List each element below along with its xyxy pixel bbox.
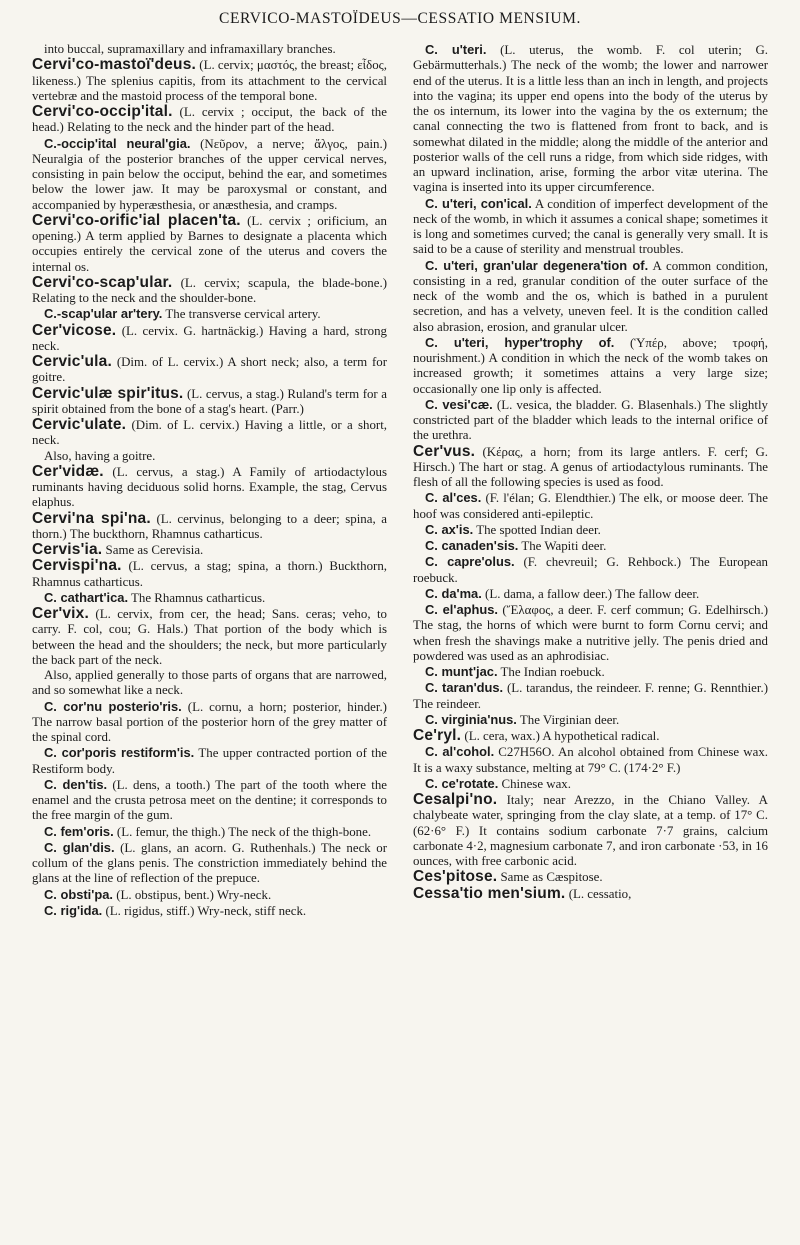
entry-definition: The spotted Indian deer.: [476, 522, 601, 537]
dictionary-entry: [413, 554, 768, 586]
dictionary-entry: [413, 586, 768, 602]
entry-definition: (L. femur, the thigh.) The neck of the thigh-bone.: [116, 824, 372, 839]
entry-headword: C. u'teri, gran'ular degenera'tion of.: [425, 257, 649, 273]
entry-headword: C. u'teri, hyper'trophy of.: [425, 334, 615, 350]
entry-headword: C. ce'rotate.: [425, 775, 499, 791]
entry-headword: Cervic'ulate.: [32, 416, 127, 433]
dictionary-entry: [32, 777, 387, 824]
right-column: [413, 42, 768, 919]
entry-headword: Cessa'tio men'sium.: [413, 884, 566, 902]
entry-headword: C. capre'olus.: [425, 554, 515, 570]
entry-definition: (L. cervix. G. hartnäckig.) Having a hard, strong neck.: [32, 323, 387, 353]
entry-definition: Also, having a goitre.: [44, 448, 156, 463]
entry-definition: (L. uterus, the womb. F. col uterin; G. Gebärmutterhals.) The neck of the womb; the lower and narrower end of the uterus. It is a little less than an inch in length, and projects into the vagina; its upper end opens into the body of the uterus by the os internum, its lower into the vagina by the os externum; the canal connecting the two is flattened from front to back, and is somewhat dilated in the middle; along the middle of the anterior and posterior walls of the cell runs a ridge, from which side ridges, with an upward inclination, arise, forming the arbor vitæ uterina. The vagina is inserted into its upper circumference.: [413, 43, 768, 195]
dictionary-entry: [32, 213, 387, 275]
entry-headword: C.-scap'ular ar'tery.: [44, 306, 163, 322]
entry-headword: C. rig'ida.: [44, 902, 103, 918]
entry-definition: A common condition, consisting in a red, granular condition of the outer surface of the neck of the womb and the os, which is bathed in a purulent secretion, and has a velvety, uneven feel. It is the condition called also abrasion, erosion, and granular ulcer.: [413, 258, 768, 334]
dictionary-entry: [413, 744, 768, 776]
entry-definition: Chinese wax.: [501, 776, 571, 791]
entry-definition: A condition of imperfect development of the neck of the womb, in which it assumes a conical shape; sometimes it is long and sometimes curved; the canal is generally very small. It is said to be a cause of sterility and menstrual troubles.: [413, 196, 768, 257]
entry-definition: (L. cervix ; orificium, an opening.) A term applied by Barnes to designate a placenta which occupies entirely the cervical zone of the uterus and covers the internal os.: [32, 213, 387, 274]
entry-definition: (L. cera, wax.) A hypothetical radical.: [464, 729, 660, 743]
dictionary-entry: [32, 542, 387, 558]
dictionary-entry: [32, 903, 387, 919]
entry-definition: (L. cervus, a stag.) A Family of artiodactylous ruminants having deciduous solid horns. Example, the stag, Cervus elaphus.: [32, 464, 387, 510]
entry-headword: Cervi'na spi'na.: [32, 509, 151, 527]
entry-headword: Cervi'co-occip'ital.: [32, 103, 173, 120]
dictionary-entry: [32, 136, 387, 213]
entry-headword: C. da'ma.: [425, 585, 482, 601]
dictionary-entry: [413, 776, 768, 792]
dictionary-entry: [413, 196, 768, 258]
entry-headword: C. cor'nu posterio'ris.: [44, 698, 182, 714]
dictionary-entry: [413, 886, 768, 902]
entry-definition: (L. tarandus, the reindeer. F. renne; G. Rennthier.) The reindeer.: [413, 681, 768, 711]
entry-headword: C. ax'is.: [425, 521, 474, 537]
left-column: [32, 42, 387, 919]
dictionary-entry: [32, 323, 387, 355]
entry-definition: into buccal, supramaxillary and inframaxillary branches.: [44, 42, 336, 56]
entry-headword: C. u'teri.: [425, 42, 487, 57]
entry-definition: The Wapiti deer.: [521, 539, 607, 553]
dictionary-entry: [413, 490, 768, 522]
entry-headword: C. vesi'cæ.: [425, 396, 493, 412]
dictionary-entry: [413, 664, 768, 680]
entry-definition: (Dim. of L. cervix.) A short neck; also, a term for goitre.: [32, 355, 387, 385]
entry-headword: Cer'vus.: [413, 442, 476, 460]
entry-headword: Cervispi'na.: [32, 557, 122, 575]
entry-headword: Cervi'co-mastoï'deus.: [32, 56, 197, 74]
entry-definition: (L. cervinus, belonging to a deer; spina, a thorn.) The buckthorn, Rhamnus catharticus.: [32, 511, 387, 541]
entry-definition: (L. rigidus, stiff.) Wry-neck, stiff neck.: [105, 903, 307, 918]
entry-headword: C. virginia'nus.: [425, 711, 517, 727]
dictionary-entry: [32, 887, 387, 903]
entry-definition: (L. cervix; μαστός, the breast; εἶδος, likeness.) The splenius capitis, from its attachment to the cervical vertebræ and the mastoid process of the temporal bone.: [32, 58, 387, 103]
dictionary-entry: [32, 275, 387, 307]
entry-definition: (Κέρας, a horn; from its large antlers. F. cerf; G. Hirsch.) The hart or stag. A genus of artiodactylous ruminants. The flesh of all the following species is used as food.: [413, 444, 768, 489]
running-head: CERVICO-MASTOÏDEUS—CESSATIO MENSIUM.: [219, 10, 581, 27]
dictionary-entry: [32, 668, 387, 699]
entry-definition: C27H56O. An alcohol obtained from Chinese wax. It is a waxy substance, melting at 79° C. (174·2° F.): [413, 745, 768, 775]
dictionary-entry: [413, 444, 768, 491]
dictionary-entry: [413, 397, 768, 444]
entry-headword: C. cathart'ica.: [44, 589, 129, 605]
entry-definition: (L. glans, an acorn. G. Ruthenhals.) The neck or collum of the glans penis. The constriction immediately behind the glans at the line of reflection of the prepuce.: [32, 840, 387, 886]
dictionary-entry: [32, 464, 387, 511]
dictionary-entry: [32, 699, 387, 746]
entry-headword: Cervis'ia.: [32, 541, 103, 558]
dictionary-entry: [413, 680, 768, 712]
dictionary-entry: [413, 42, 768, 196]
dictionary-entry: [413, 538, 768, 554]
entry-headword: C. cor'poris restiform'is.: [44, 745, 195, 761]
entry-definition: (Ὑπέρ, above; τροφή, nourishment.) A condition in which the neck of the womb takes on increased growth; it sometimes attains a very large size; occasionally one lip only is affected.: [413, 335, 768, 396]
dictionary-entry: [32, 57, 387, 104]
dictionary-entry: [32, 745, 387, 777]
entry-definition: Italy; near Arezzo, in the Chiano Valley. A chalybeate water, springing from the clay slate, at a temp. of 17° C. (62·6° F.) It contains sodium carbonate 7·7 grains, calcium carbonate 4·2, magnesium carbonate 7, and iron carbonate ·53, in 16 ounces, with free carbonic acid.: [413, 793, 768, 868]
dictionary-entry: [413, 869, 768, 885]
entry-definition: (L. cervix, from cer, the head; Sans. ceras; veho, to carry. F. col, cou; G. Hals.) That portion of the body which is between the head and the shoulders; the neck, but more particularly the back part of the neck.: [32, 607, 387, 667]
entry-definition: (L. cervix ; occiput, the back of the head.) Relating to the neck and the hinder part of the head.: [32, 105, 387, 135]
entry-headword: Cer'vix.: [32, 605, 89, 622]
entry-headword: Cer'vicose.: [32, 321, 117, 339]
dictionary-entry: [32, 590, 387, 606]
entry-headword: C. al'cohol.: [425, 744, 495, 760]
dictionary-entry: [32, 42, 387, 57]
entry-headword: Ces'pitose.: [413, 868, 498, 886]
entry-definition: (L. cervus, a stag; spina, a thorn.) Buckthorn, Rhamnus catharticus.: [32, 559, 387, 589]
entry-definition: Same as Cæspitose.: [500, 870, 603, 885]
dictionary-entry: [32, 104, 387, 136]
entry-definition: (L. cessatio,: [568, 886, 632, 901]
entry-definition: (L. cornu, a horn; posterior, hinder.) The narrow basal portion of the posterior horn of the grey matter of the spinal cord.: [32, 699, 387, 744]
entry-headword: Cesalpi'no.: [413, 791, 498, 808]
entry-definition: Also, applied generally to those parts of organs that are narrowed, and so somewhat like a neck.: [32, 668, 387, 698]
dictionary-entry: [32, 824, 387, 840]
entry-definition: The Rhamnus catharticus.: [131, 590, 266, 605]
dictionary-entry: [32, 558, 387, 590]
entry-definition: The transverse cervical artery.: [165, 307, 321, 322]
dictionary-entry: [32, 840, 387, 887]
dictionary-entry: [413, 602, 768, 664]
dictionary-entry: [32, 606, 387, 668]
dictionary-entry: [413, 258, 768, 335]
entry-definition: The Indian roebuck.: [500, 665, 605, 679]
entry-definition: (Dim. of L. cervix.) Having a little, or a short, neck.: [32, 418, 387, 448]
entry-definition: (L. cervix; scapula, the blade-bone.) Relating to the neck and the shoulder-bone.: [32, 275, 387, 305]
dictionary-entry: [32, 511, 387, 543]
entry-definition: Same as Cerevisia.: [105, 543, 204, 557]
entry-headword: C. canaden'sis.: [425, 538, 519, 553]
entry-headword: Ce'ryl.: [413, 727, 462, 744]
dictionary-entry: [413, 792, 768, 869]
entry-definition: The Virginian deer.: [519, 712, 620, 727]
dictionary-entry: [413, 728, 768, 744]
entry-headword: Cervi'co-orific'ial placen'ta.: [32, 211, 241, 229]
entry-headword: C. u'teri, con'ical.: [425, 195, 532, 211]
entry-definition: (Ἔλαφος, a deer. F. cerf commun; G. Edelhirsch.) The stag, the horns of which were burnt to form Cornu cervi; and when fresh the shavings make a nutritive jelly. The penis dried and powdered was used as an aphrodisiac.: [413, 603, 769, 663]
columns: [32, 42, 768, 919]
entry-headword: C. munt'jac.: [425, 664, 498, 679]
entry-definition: (L. vesica, the bladder. G. Blasenhals.) The slightly constricted part of the bladder which leads to the internal orifice of the urethra.: [413, 397, 768, 443]
entry-definition: The upper contracted portion of the Restiform body.: [32, 746, 387, 776]
entry-headword: Cervic'ula.: [32, 353, 112, 370]
entry-definition: (L. dama, a fallow deer.) The fallow deer.: [485, 586, 700, 601]
entry-definition: (L. dens, a tooth.) The part of the tooth where the enamel and the crusta petrosa meet on the dentine; it corresponds to the free margin of the gum.: [32, 777, 387, 823]
dictionary-entry: [413, 712, 768, 728]
entry-headword: C.-occip'ital neural'gia.: [44, 135, 191, 151]
entry-headword: C. el'aphus.: [425, 602, 499, 617]
dictionary-entry: [32, 386, 387, 418]
dictionary-entry: [32, 354, 387, 386]
entry-definition: (F. chevreuil; G. Rehbock.) The European roebuck.: [413, 555, 768, 585]
entry-headword: Cervi'co-scap'ular.: [32, 273, 173, 291]
entry-headword: Cervic'ulæ spir'itus.: [32, 384, 184, 402]
entry-headword: C. taran'dus.: [425, 680, 504, 696]
entry-headword: C. fem'oris.: [44, 823, 114, 839]
entry-definition: (L. obstipus, bent.) Wry-neck.: [116, 887, 272, 902]
entry-definition: (Νεῦρον, a nerve; ἄλγος, pain.) Neuralgia of the posterior branches of the upper cervical nerves, consisting in pain below the occiput, behind the ear, and sometimes below the lower jaw. It may be paroxysmal or constant, and accompanied by hyperæsthesia, or anæsthesia, and cramps.: [32, 136, 387, 212]
entry-headword: C. glan'dis.: [44, 839, 115, 855]
dictionary-entry: [32, 417, 387, 449]
entry-headword: C. den'tis.: [44, 776, 108, 792]
entry-definition: (F. l'élan; G. Elendthier.) The elk, or moose deer. The hoof was considered anti-epileptic.: [413, 491, 768, 521]
entry-headword: Cer'vidæ.: [32, 462, 104, 480]
dictionary-entry: [413, 522, 768, 538]
dictionary-entry: [32, 449, 387, 464]
entry-headword: C. obsti'pa.: [44, 886, 113, 902]
dictionary-entry: [32, 306, 387, 322]
dictionary-entry: [413, 335, 768, 397]
entry-headword: C. al'ces.: [425, 490, 482, 506]
entry-definition: (L. cervus, a stag.) Ruland's term for a spirit obtained from the bone of a stag's heart. (Parr.): [32, 386, 387, 416]
